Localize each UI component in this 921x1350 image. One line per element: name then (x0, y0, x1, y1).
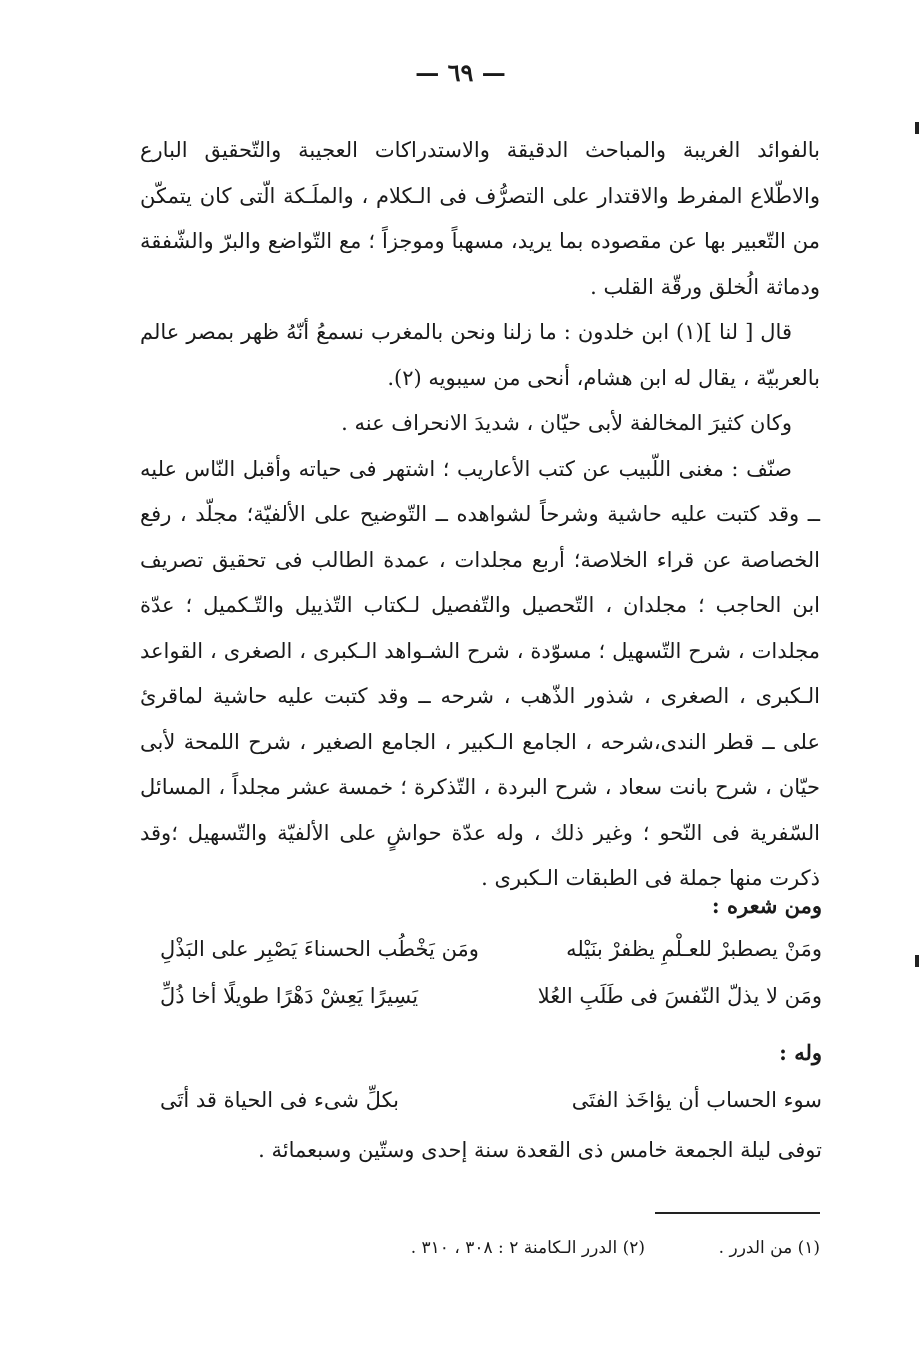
verse-2-first-hemistich: ومَن لا يذلّ النّفسَ فى طَلَبِ العُلا (537, 984, 822, 1008)
footnote-1: (١) من الدرر . (718, 1238, 820, 1258)
paragraph-3: وكان كثيرَ المخالفة لأبى حيّان ، شديدَ الانحراف عنه . (341, 411, 792, 435)
paragraph-2: قال [ لنا ](١) ابن خلدون : ما زلنا ونحن بالمغرب نسمعُ أنّهُ ظهر بمصر عالم بالعربيّة ، يقال له ابن هشام، أنحى من سيبويه (٢). (140, 320, 820, 390)
verse-1-second-hemistich: ومَن يَخْطُب الحسناءَ يَصْبِر على البَذْلِ (160, 937, 479, 961)
main-text (140, 128, 820, 902)
death-date-line: توفى ليلة الجمعة خامس ذى القعدة سنة إحدى وستّين وسبعمائة . (258, 1138, 822, 1162)
paragraph-4: صنّف : مغنى اللّبيب عن كتب الأعاريب ؛ اشتهر فى حياته وأقبل النّاس عليه ــ وقد كتبت عليه حاشية وشرحاً لشواهده ــ التّوضيح على الألفيّة؛ مجلّد ، رفع الخصاصة عن قراء الخلاصة؛ أربع مجلدات ، عمدة الطالب فى تحقيق تصريف ابن الحاجب ؛ مجلدان ، التّحصيل والتّفصيل لـكتاب التّذييل والتّـكميل ؛ عدّة مجلدات ، شرح التّسهيل ؛ مسوّدة ، شرح الشـواهد الـكبرى ، الصغرى ، القواعد الـكبرى ، الصغرى ، شذور الذّهب ، شرحه ــ وقد كتبت عليه حاشية لماقرئ على ــ قطر الندى،شرحه ، الجامع الـكبير ، الجامع الصغير ، شرح اللمحة لأبى حيّان ، شرح بانت سعاد ، شرح البردة ، التّذكرة ؛ خمسة عشر مجلداً ، المسائل السّفرية فى النّحو ؛ وغير ذلك ، وله عدّة حواشٍ على الألفيّة والتّسهيل ؛وقد ذكرت منها جملة فى الطبقات الـكبرى . (140, 456, 820, 890)
verse-3-first-hemistich: سوء الحساب أن يؤاخَذ الفتَى (571, 1088, 822, 1112)
verse-2 (140, 984, 822, 1024)
verse-1-first-hemistich: ومَنْ يصطبرْ للعـلْمِ يظفرْ بنَيْله (566, 937, 822, 961)
footnote-separator (655, 1212, 820, 1214)
poetry-intro-1: ومن شعره : (711, 893, 822, 918)
page-number: — ٦٩ — (415, 58, 506, 87)
verse-3-second-hemistich: بكلِّ شىء فى الحياة قد أتَى (160, 1088, 400, 1112)
verse-1 (140, 937, 822, 977)
verse-2-second-hemistich: يَسِيرًا يَعِشْ دَهْرًا طويلًا أخا ذُلِّ (160, 984, 419, 1008)
scan-edge-mark-top (915, 122, 919, 134)
verse-3 (140, 1088, 822, 1128)
paragraph-1: بالفوائد الغريبة والمباحث الدقيقة والاستدراكات العجيبة والتّحقيق البارع والاطّلاع المفرط والاقتدار على التصرُّف فى الـكلام ، والملَـكة الّتى كان يتمكّن من التّعبير بها عن مقصوده بما يريد، مسهباً وموجزاً ؛ مع التّواضع والبرّ والشّفقة ودماثة الُخلق ورقّة القلب . (140, 138, 820, 299)
footnote-2: (٢) الدرر الـكامنة ٢ : ٣٠٨ ، ٣١٠ . (410, 1238, 645, 1258)
scan-edge-mark-bottom (915, 955, 919, 967)
poetry-intro-2: وله : (779, 1040, 822, 1065)
